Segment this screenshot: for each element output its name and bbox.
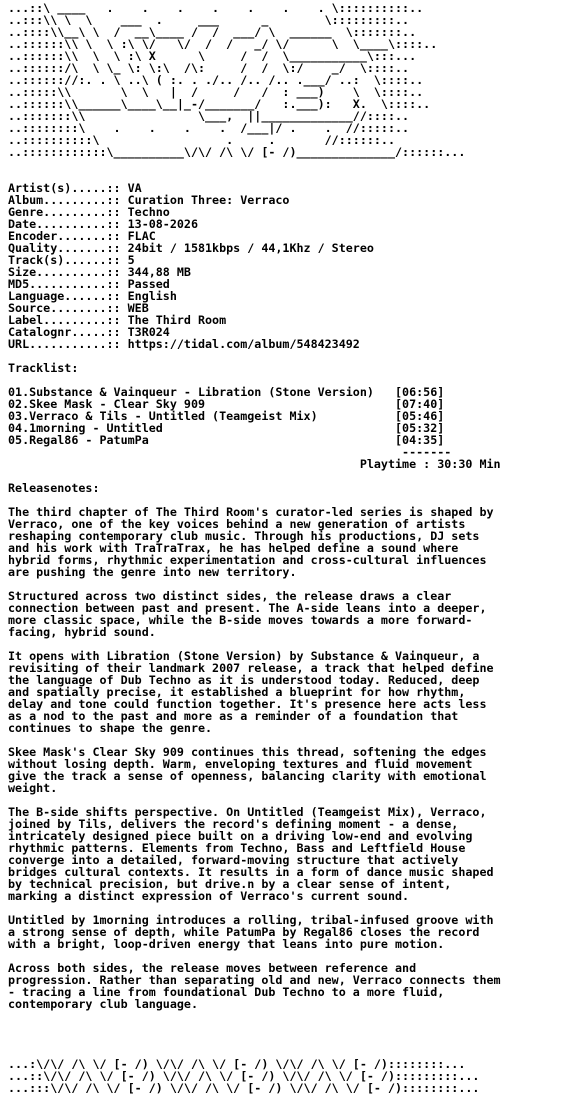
releasenotes-text-line: marking a distinct expression of Verraco's current sound. <box>8 889 410 903</box>
nfo-line <box>8 1010 501 1022</box>
tracklist-item: 05.Regal86 - PatumPa [04:35] <box>8 433 445 447</box>
releasenotes-text-line: Skee Mask's Clear Sky 909 continues this thread, softening the edges <box>8 745 487 759</box>
info-field-line: Source........:: WEB <box>8 301 149 315</box>
ascii-logo-line: ..::::::\\______\____\__|_-/_______/ :.___): X. \::::.. <box>8 97 431 111</box>
releasenotes-heading: Releasenotes: <box>8 481 100 495</box>
releasenotes-text-line: give the track a sense of openness, balancing clarity with emotional <box>8 769 487 783</box>
tracklist-item: 03.Verraco & Tils - Untitled (Teamgeist Mix) [05:46] <box>8 409 445 423</box>
releasenotes-text-line: are pushing the genre into new territory. <box>8 565 297 579</box>
ascii-logo-line: ..::::::::::::\__________\/\/ /\ \/ [- /)______________/::::::... <box>8 145 466 159</box>
tracklist-heading: Tracklist: <box>8 361 79 375</box>
ascii-footer-line: ...:::\/\/ /\ \/ [- /) \/\/ /\ \/ [- /) \/\/ /\ \/ [- /)::::::::... <box>8 1081 480 1095</box>
nfo-line: contemporary club language. <box>8 997 198 1011</box>
ascii-logo-line: ..::::::\\ \ \ :\ \/ \/ / / _/ \/ \ \____\::::.. <box>8 37 438 51</box>
tracklist-item: 01.Substance & Vainqueur - Libration (Stone Version) [06:56] <box>8 385 445 399</box>
releasenotes-text-line: hybrid forms, rhythmic experimentation and cross-cultural influences <box>8 553 487 567</box>
info-field-line: Label.........:: The Third Room <box>8 313 227 327</box>
releasenotes-text-line: a strong sense of depth, while PatumPa by Regal86 closes the record <box>8 925 480 939</box>
releasenotes-text-line: the language of Dub Techno as it is understood today. Reduced, deep <box>8 673 480 687</box>
info-field-line: Catalognr.....:: T3R024 <box>8 325 170 339</box>
releasenotes-text-line: without losing depth. Warm, enveloping textures and fluid movement <box>8 757 473 771</box>
nfo-line: - tracing a line from foundational Dub Techno to a more fluid, <box>8 985 445 999</box>
ascii-logo-line: ..::::::/\ \ \_ \: \:\ /\: / / \:/ _/ \::::.. <box>8 61 410 75</box>
ascii-logo-line: ..:::\\ \ \ ___ . ___ _ \:::::::::.. <box>8 13 410 27</box>
releasenotes-text-line: with a bright, loop-driven energy that leans into pure motion. <box>8 937 445 951</box>
info-field-line: Artist(s).....:: VA <box>8 181 142 195</box>
releasenotes-text-line: and his work with TraTraTrax, he has helped define a sound where <box>8 541 459 555</box>
ascii-logo-line: ..::::::\\ \ \ :\ X \ / / \___________\:::... <box>8 49 417 63</box>
info-field-line: Date..........:: 13-08-2026 <box>8 217 198 231</box>
tracklist-item: 02.Skee Mask - Clear Sky 909 [07:40] <box>8 397 445 411</box>
ascii-logo-line: ..::::\\__\ \ / __\____ / / ___/ \ ______ \:::::::.. <box>8 25 417 39</box>
releasenotes-text-line: Structured across two distinct sides, the release draws a clear <box>8 589 452 603</box>
info-field-line: Album.........:: Curation Three: Verraco <box>8 193 290 207</box>
info-field-line: Track(s)......:: 5 <box>8 253 135 267</box>
releasenotes-text-line: revisiting of their landmark 2007 release, a track that helped define <box>8 661 494 675</box>
releasenotes-text-line: Untitled by 1morning introduces a rolling, tribal-infused groove with <box>8 913 494 927</box>
tracklist-item: 04.1morning - Untitled [05:32] <box>8 421 445 435</box>
info-field-line: Quality.......:: 24bit / 1581kbps / 44,1Khz / Stereo <box>8 241 374 255</box>
info-field-line[interactable]: URL...........:: https://tidal.com/album/548423492 <box>8 337 360 351</box>
releasenotes-text-line: weight. <box>8 781 58 795</box>
info-field-line: MD5...........:: Passed <box>8 277 170 291</box>
releasenotes-text-line: intricately designed piece built on a driving low-end and evolving <box>8 829 473 843</box>
ascii-logo-line: ...::\ ____ . . . . . . . \::::::::::.. <box>8 1 424 15</box>
ascii-logo-line: ..:::::\\ \ \ | / / / : ___) \ \::::.. <box>8 85 424 99</box>
releasenotes-text-line: by technical precision, but drive.n by a clear sense of intent, <box>8 877 452 891</box>
releasenotes-text-line: converge into a detailed, forward-moving structure that actively <box>8 853 459 867</box>
releasenotes-text-line: The third chapter of The Third Room's curator-led series is shaped by <box>8 505 494 519</box>
releasenotes-text-line: more classic space, while the B-side moves towards a more forward- <box>8 613 473 627</box>
playtime-total: Playtime : 30:30 Min <box>8 457 501 471</box>
nfo-line <box>8 350 501 362</box>
ascii-logo-line: ..:::::://:. . \ ..\ ( :. . ./.. /.. /.. .___/ ..: \::::.. <box>8 73 424 87</box>
ascii-logo-line: ..::::::::::\ . . //::::::.. <box>8 133 396 147</box>
nfo-line <box>8 158 501 170</box>
releasenotes-text-line: and spatially precise, it established a blueprint for how rhythm, <box>8 685 466 699</box>
ascii-footer-line: ...:\/\/ /\ \/ [- /) \/\/ /\ \/ [- /) \/\/ /\ \/ [- /)::::::::... <box>8 1057 466 1071</box>
releasenotes-text-line: reshaping contemporary club music. Through his productions, DJ sets <box>8 529 480 543</box>
releasenotes-text-line: facing, hybrid sound. <box>8 625 156 639</box>
releasenotes-text-line: joined by Tils, delivers the record's defining moment - a dense, <box>8 817 459 831</box>
releasenotes-text-line: delay and tone could function together. It's presence here acts less <box>8 697 487 711</box>
releasenotes-text-line: It opens with Libration (Stone Version) by Substance & Vainqueur, a <box>8 649 480 663</box>
releasenotes-text-line: connection between past and present. The A-side leans into a deeper, <box>8 601 487 615</box>
info-field-line: Genre.........:: Techno <box>8 205 170 219</box>
ascii-logo-line: ..:::::::\\ \___, ||_____________//::::.. <box>8 109 410 123</box>
nfo-line: ------- <box>8 445 452 459</box>
releasenotes-text-line: rhythmic patterns. Elements from Techno, Bass and Leftfield House <box>8 841 466 855</box>
info-field-line: Encoder.......:: FLAC <box>8 229 156 243</box>
releasenotes-text-line: bridges cultural contexts. It results in a form of dance music shaped <box>8 865 494 879</box>
releasenotes-text-line: continues to shape the genre. <box>8 721 213 735</box>
releasenotes-text-line: Across both sides, the release moves between reference and <box>8 961 417 975</box>
releasenotes-text-line: Verraco, one of the key voices behind a new generation of artists <box>8 517 466 531</box>
releasenotes-text-line: as a nod to the past and more as a reminder of a foundation that <box>8 709 459 723</box>
ascii-logo-line: ..::::::::\ . . . . /___|/ . . //:::::.. <box>8 121 410 135</box>
nfo-line: progression. Rather than separating old and new, Verraco connects them <box>8 973 501 987</box>
info-field-line: Size..........:: 344,88 MB <box>8 265 191 279</box>
ascii-footer-line <box>8 1022 501 1034</box>
info-field-line: Language......:: English <box>8 289 177 303</box>
releasenotes-text-line: The B-side shifts perspective. On Untitled (Teamgeist Mix), Verraco, <box>8 805 487 819</box>
ascii-footer-line: ...::\/\/ /\ \/ [- /) \/\/ /\ \/ [- /) \/\/ /\ \/ [- /):::::::::... <box>8 1069 480 1083</box>
ascii-footer-line <box>8 1034 501 1046</box>
nfo-document <box>8 2 501 1094</box>
